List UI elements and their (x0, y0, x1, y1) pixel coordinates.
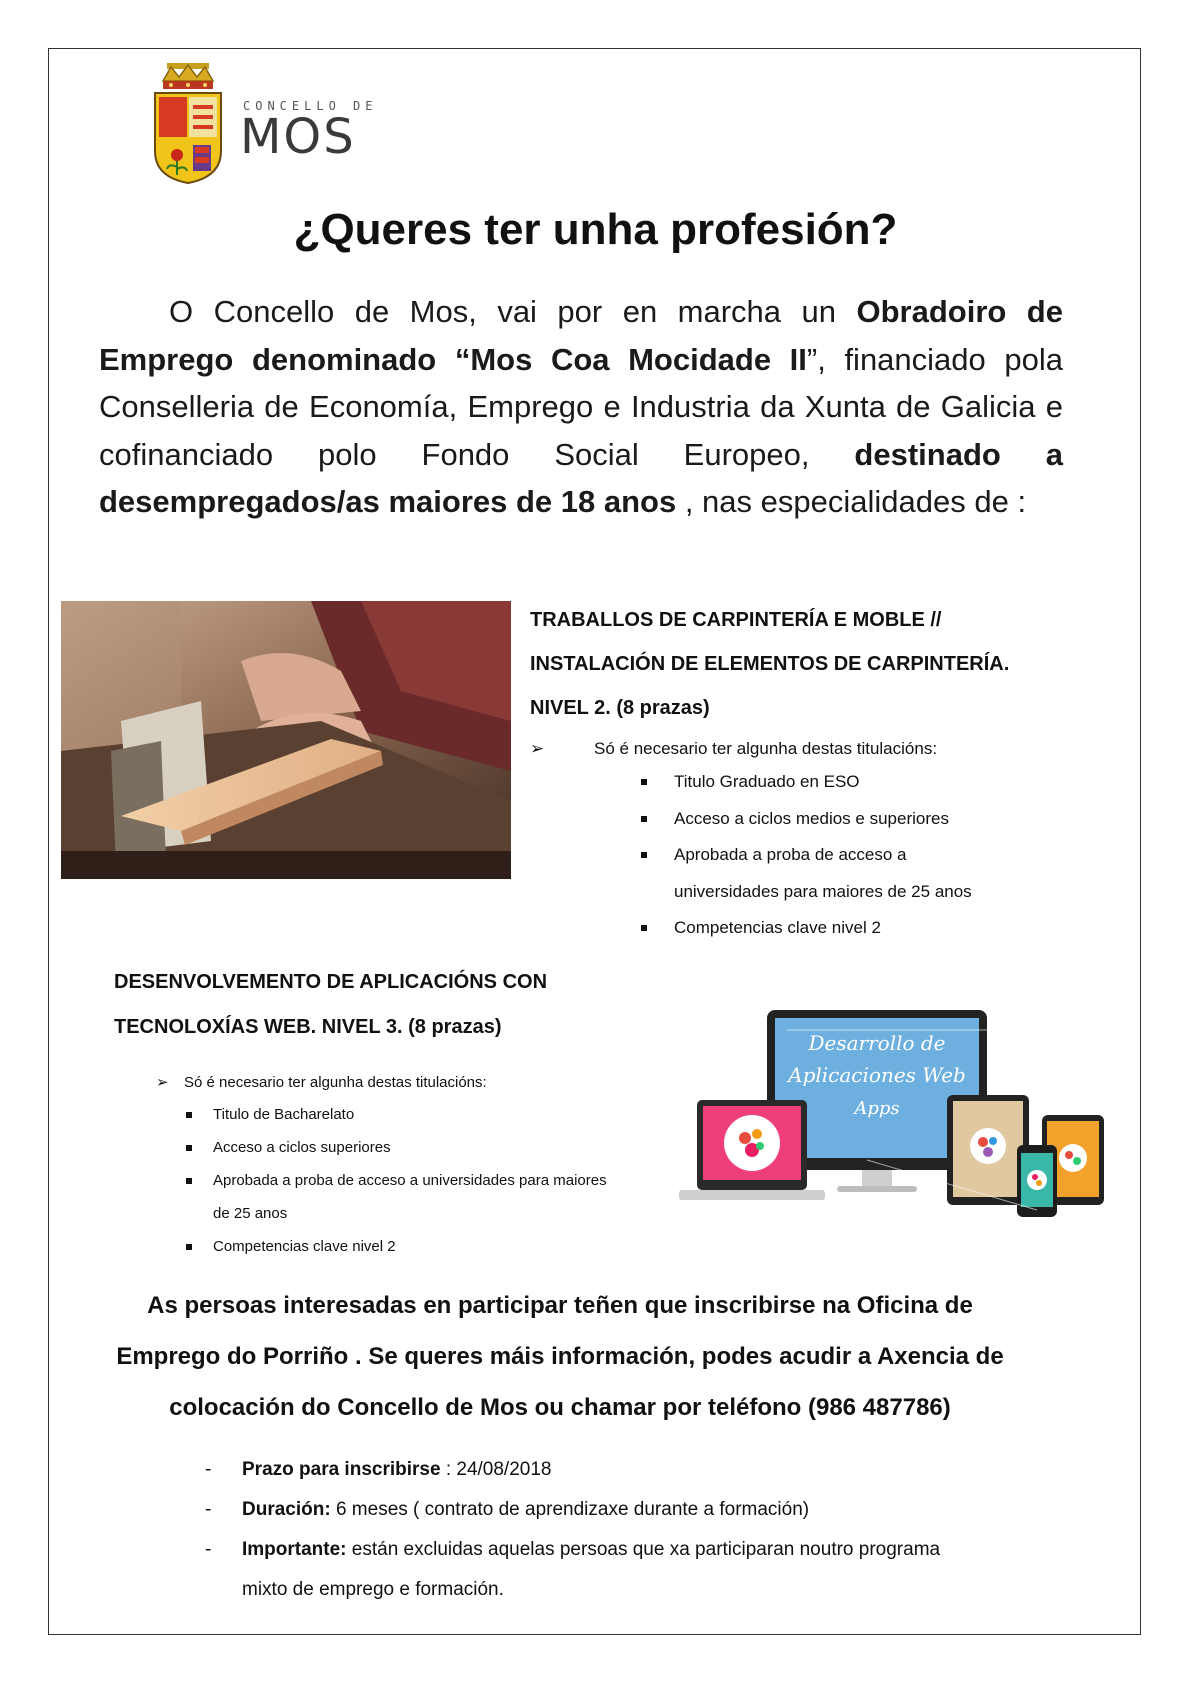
logo-mos-text: MOS (240, 109, 356, 165)
dash-bullet: - (205, 1499, 212, 1520)
page-title: ¿Queres ter unha profesión? (293, 205, 898, 254)
logo-concello-de-text: CONCELLO DE (243, 99, 378, 113)
coat-of-arms-icon (149, 59, 227, 187)
web-requirements-intro: ➢ Só é necesario ter algunha destas titulacións: (114, 1068, 674, 1098)
dash-bullet: - (205, 1459, 212, 1480)
square-bullet-icon (186, 1145, 192, 1151)
important-item: - Importante: están excluidas aquelas persoas que xa participaran noutro programa (205, 1530, 1005, 1570)
list-item: Competencias clave nivel 2 (114, 1230, 674, 1263)
square-bullet-icon (641, 852, 647, 858)
duration-item: - Duración: 6 meses ( contrato de aprendizaxe durante a formación) (205, 1490, 1005, 1530)
device-screen-text-2: Aplicaciones Web (788, 1063, 966, 1087)
target-audience: destinado a desempregados/as maiores de 18 anos (99, 436, 1063, 519)
intro-paragraph: O Concello de Mos, vai por en marcha un Obradoiro de Emprego denominado “Mos Coa Mocidade II”, financiado pola Conselleria de Economía, Emprego e Industria da Xunta de Galicia e cofinanciado polo Fondo Social Europeo, destinado a desempregados/as maiores de 18 anos , nas especialidades de : (99, 294, 1063, 519)
arrow-bullet-icon: ➢ (156, 1074, 169, 1091)
list-item: Aprobada a proba de acceso a (530, 837, 1020, 874)
list-item: Titulo Graduado en ESO (530, 764, 1020, 801)
details-list (205, 1450, 1005, 1610)
square-bullet-icon (641, 779, 647, 785)
square-bullet-icon (641, 816, 647, 822)
device-screen-text-3: Apps (854, 1098, 900, 1119)
square-bullet-icon (186, 1244, 192, 1250)
important-item-continuation: mixto de emprego e formación. (242, 1579, 504, 1600)
deadline-item: - Prazo para inscribirse : 24/08/2018 (205, 1450, 1005, 1490)
web-development-title: DESENVOLVEMENTO DE APLICACIÓNS CON TECNOLOXÍAS WEB. NIVEL 3. (8 prazas) (114, 971, 548, 1038)
list-item: Competencias clave nivel 2 (530, 910, 1020, 947)
list-item: Aprobada a proba de acceso a universidades para maiores (114, 1164, 674, 1197)
concello-de-mos-logo (127, 53, 402, 196)
square-bullet-icon (186, 1178, 192, 1184)
square-bullet-icon (641, 925, 647, 931)
dash-bullet: - (205, 1539, 212, 1560)
arrow-bullet-icon: ➢ (530, 739, 545, 758)
web-devices-illustration (667, 970, 1117, 1250)
carpentry-section (530, 598, 1020, 947)
list-item-continuation: universidades para maiores de 25 anos (674, 881, 972, 901)
square-bullet-icon (186, 1112, 192, 1118)
web-requirements-list (114, 1098, 674, 1263)
list-item: Acceso a ciclos medios e superiores (530, 801, 1020, 838)
device-screen-text-1: Desarrollo de (808, 1031, 946, 1055)
contact-information: As persoas interesadas en participar teñen que inscribirse na Oficina de Emprego do Porriño . Se queres máis información, podes acudir a Axencia de colocación do Concello de Mos ou chamar por teléfono (986 487786) (116, 1292, 1004, 1421)
carpentry-title: TRABALLOS DE CARPINTERÍA E MOBLE // INSTALACIÓN DE ELEMENTOS DE CARPINTERÍA. NIVEL 2. (8 prazas) (530, 609, 1010, 719)
carpentry-requirements-intro: ➢ Só é necesario ter algunha destas titulacións: (530, 734, 1020, 764)
carpentry-photo (61, 601, 511, 879)
list-item: Titulo de Bacharelato (114, 1098, 674, 1131)
list-item-continuation: de 25 anos (213, 1205, 288, 1222)
list-item: Acceso a ciclos superiores (114, 1131, 674, 1164)
carpentry-requirements-list (530, 764, 1020, 947)
web-development-section (114, 960, 674, 1263)
workshop-name: Obradoiro de Emprego denominado “Mos Coa Mocidade II (99, 294, 1063, 377)
